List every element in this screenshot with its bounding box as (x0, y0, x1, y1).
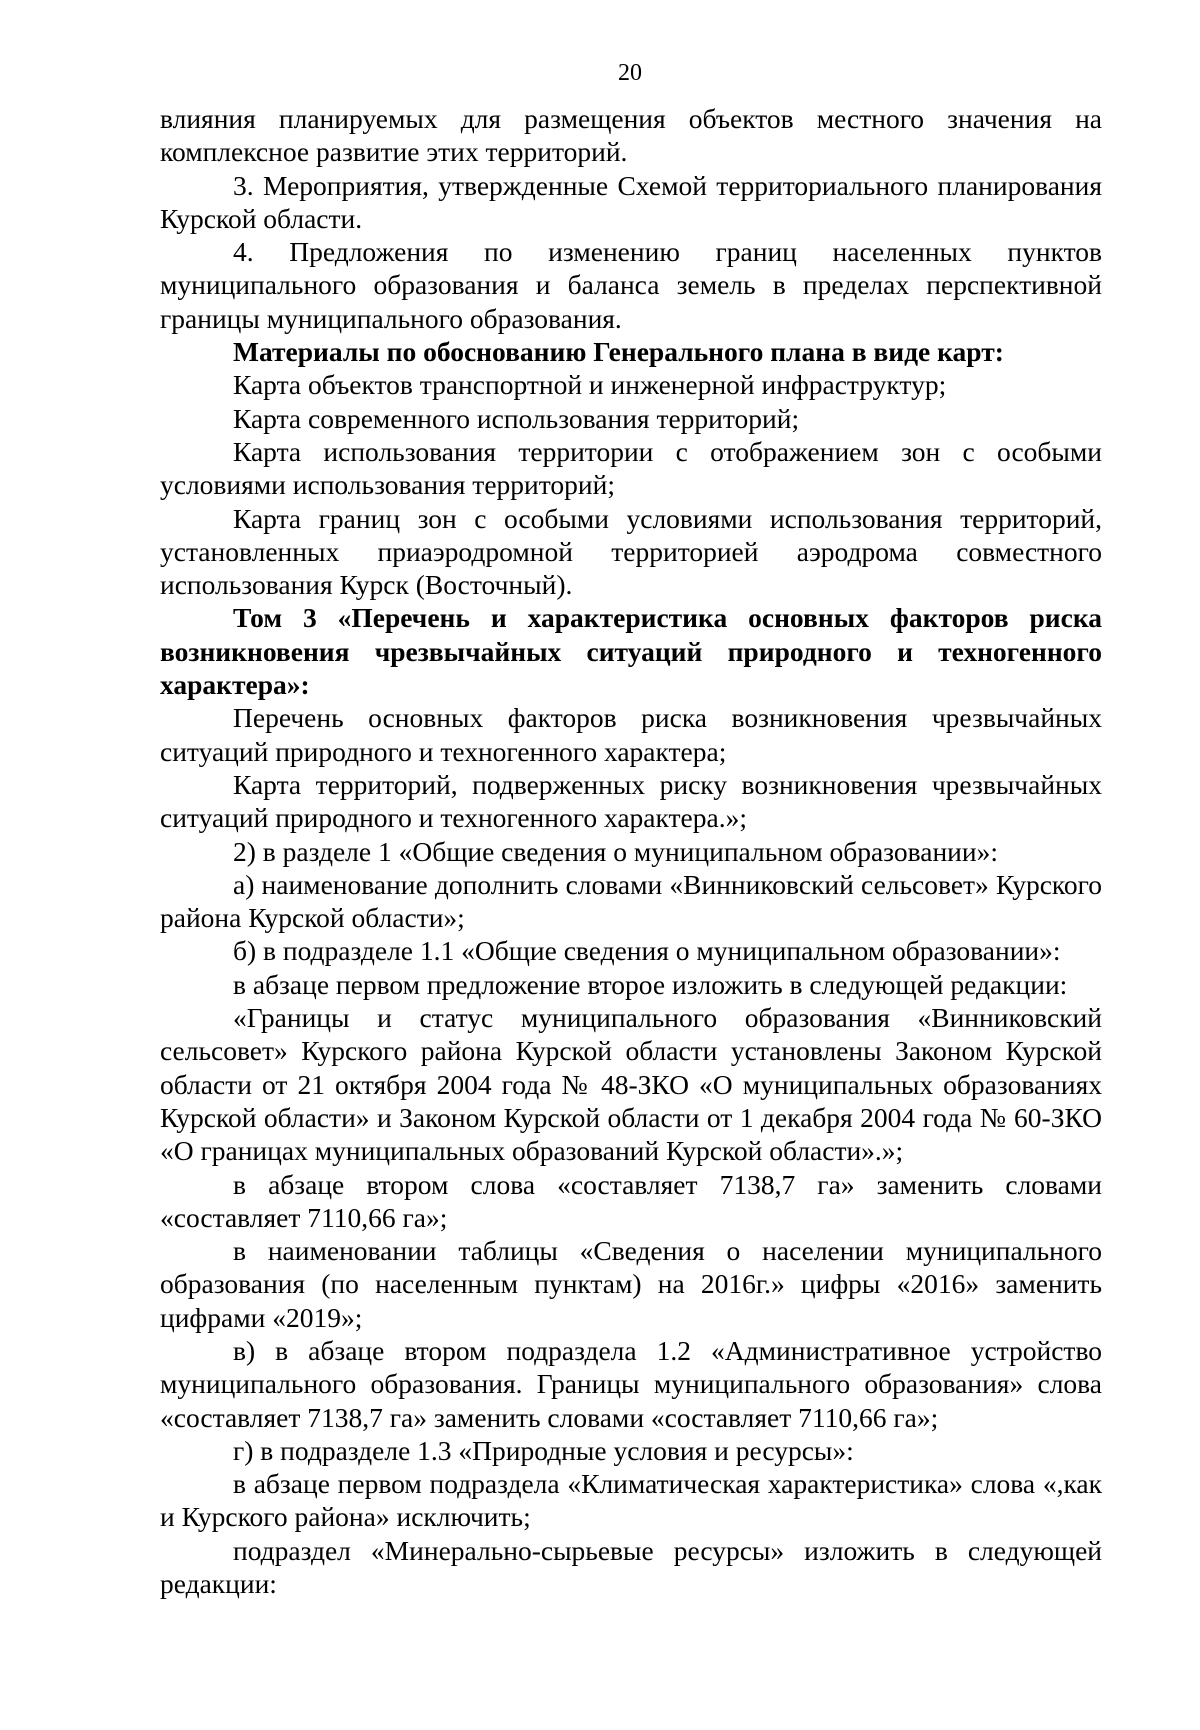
paragraph-map-special-zones: Карта использования территории с отображением зон с особыми условиями использования территорий; (160, 435, 1102, 501)
paragraph-risk-factors-list: Перечень основных факторов риска возникновения чрезвычайных ситуаций природного и техногенного характера; (160, 702, 1102, 767)
paragraph-item-g: г) в подразделе 1.3 «Природные условия и ресурсы»: (233, 1434, 854, 1466)
paragraph-map-airfield-zones: Карта границ зон с особыми условиями использования территорий, установленных приаэродромной территорией аэродрома совместного использования Курск (Восточный). (160, 502, 1102, 601)
paragraph-map-transport: Карта объектов транспортной и инженерной инфраструктур; (233, 369, 947, 401)
paragraph-section-1: 2) в разделе 1 «Общие сведения о муниципальном образовании»: (233, 835, 999, 867)
paragraph-risk-map: Карта территорий, подверженных риску возникновения чрезвычайных ситуаций природного и техногенного характера.»; (160, 768, 1102, 834)
paragraph-quoted-boundaries: «Границы и статус муниципального образования «Винниковский сельсовет» Курского района Курской области установлены Законом Курской области от 21 октября 2004 года № 48-ЗКО «О муниципальных образованиях Курской области» и Законом Курской области от 1 декабря 2004 года № 60-ЗКО «О границах муниципальных образований Курской области».»; (160, 1002, 1102, 1167)
paragraph-item-b: б) в подразделе 1.1 «Общие сведения о муниципальном образовании»: (233, 935, 1061, 967)
heading-maps-materials: Материалы по обоснованию Генерального плана в виде карт: (233, 336, 1004, 368)
paragraph-second-abzac: в абзаце втором слова «составляет 7138,7 га» заменить словами «составляет 7110,66 га»; (160, 1168, 1102, 1233)
paragraph-first-abzac: в абзаце первом предложение второе изложить в следующей редакции: (233, 968, 1068, 1000)
paragraph-item-v: в) в абзаце втором подраздела 1.2 «Административное устройство муниципального образования. Границы муниципального образования» слова «составляет 7138,7 га» заменить словами «составляет 7110,66 га»; (160, 1334, 1102, 1433)
paragraph-climate: в абзаце первом подраздела «Климатическая характеристика» слова «,как и Курского района» исключить; (160, 1468, 1102, 1533)
document-body (160, 102, 1102, 1600)
heading-volume-3: Том 3 «Перечень и характеристика основных факторов риска возникновения чрезвычайных ситуаций природного и техногенного характера»: (160, 602, 1102, 701)
paragraph-map-current-use: Карта современного использования территорий; (233, 402, 800, 434)
paragraph-item-3: 3. Мероприятия, утвержденные Схемой территориального планирования Курской области. (160, 169, 1102, 234)
paragraph-mineral-resources: подраздел «Минерально-сырьевые ресурсы» изложить в следующей редакции: (160, 1534, 1102, 1600)
paragraph-item-4: 4. Предложения по изменению границ населенных пунктов муниципального образования и баланса земель в пределах перспективной границы муниципального образования. (160, 236, 1102, 334)
paragraph-continuation: влияния планируемых для размещения объектов местного значения на комплексное развитие этих территорий. (160, 103, 1102, 168)
paragraph-table-title: в наименовании таблицы «Сведения о населении муниципального образования (по населенным пунктам) на 2016г.» цифры «2016» заменить цифрами «2019»; (160, 1235, 1102, 1333)
paragraph-item-a: а) наименование дополнить словами «Винниковский сельсовет» Курского района Курской области»; (160, 868, 1102, 934)
page-number: 20 (618, 60, 642, 86)
